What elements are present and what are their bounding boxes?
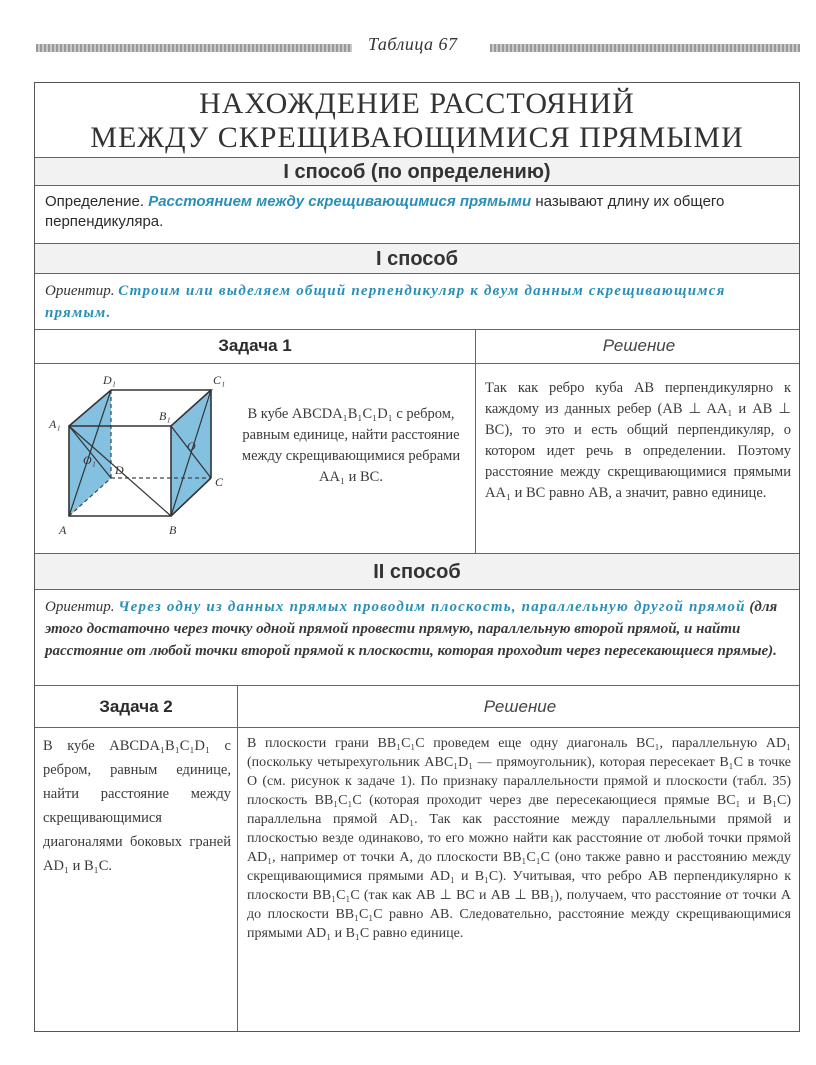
label-o: O	[187, 439, 196, 453]
label-d: D	[115, 463, 124, 477]
method2-orient-teal: Через одну из данных прямых проводим плоскость, параллельную другой прямой	[118, 599, 746, 615]
divider-task2	[237, 686, 238, 1031]
label-a1: A₁	[49, 417, 61, 431]
header-rule-left	[36, 44, 352, 52]
definition-rest: называют длину их общего перпендикуляра.	[45, 193, 725, 230]
method1-orient-text: Строим или выделяем общий перпендикуляр к двум данным скрещивающимся прямым.	[45, 283, 726, 321]
method2-heading: II способ	[35, 554, 799, 590]
task1-body-row	[35, 364, 799, 554]
title-line-2: МЕЖДУ СКРЕЩИВАЮЩИМИСЯ ПРЯМЫМИ	[90, 121, 744, 154]
table-frame	[34, 82, 800, 1032]
label-b: B	[169, 523, 177, 537]
task2-text: В кубе ABCDA₁B₁C₁D₁ с ребром, равным единице, найти расстояние между скрещивающимися диагоналями боковых граней AD₁ и B₁C.	[43, 738, 231, 874]
task1-text: В кубе ABCDA₁B₁C₁D₁ с ребром, равным единице, найти расстояние между скрещивающимися ребрами AA₁ и BC.	[241, 406, 461, 485]
method2-orientir	[35, 590, 799, 686]
cube-figure	[43, 368, 233, 548]
task1-header-row	[35, 330, 799, 364]
method1-heading: I способ	[35, 244, 799, 274]
solution2-header: Решение	[483, 697, 557, 716]
definition-term: Расстоянием между скрещивающимися прямыми	[148, 193, 532, 210]
definition-block	[35, 186, 799, 244]
task2-header-row	[35, 686, 799, 728]
divider-task1	[475, 330, 476, 554]
solution1-header: Решение	[602, 336, 676, 355]
label-c: C	[215, 475, 224, 489]
label-d1: D₁	[103, 373, 116, 387]
page-title	[35, 83, 799, 158]
label-o1: O₁	[83, 453, 96, 467]
header-rule-right	[490, 44, 800, 52]
method2-orient-label: Ориентир.	[45, 599, 115, 615]
method1-orientir	[35, 274, 799, 330]
table-label: Таблица 67	[368, 34, 458, 54]
label-b1: B₁	[159, 409, 171, 423]
section-definition-heading: I способ (по определению)	[35, 158, 799, 186]
method1-orient-label: Ориентир.	[45, 283, 115, 299]
definition-label: Определение.	[45, 193, 145, 210]
solution2-text: В плоскости грани BB₁C₁C проведем еще одну диагональ BC₁, параллельную AD₁ (поскольку четырехугольник ABC₁D₁ — прямоугольник), которая пересекает B₁C в точке O (см. рисунок к задаче 1). По признаку параллельности прямой и плоскости (табл. 35) плоскость BB₁C₁C (которая проходит через две пересекающиеся прямые BC₁ и B₁C) параллельна прямой AD₁. Так как расстояние между параллельными прямой и плоскостью везде одинаково, то его можно найти как расстояние от любой точки прямой AD₁, например от точки A, до плоскости BB₁C₁C (оно также равно и расстоянию между скрещивающимися прямыми AD₁ и B₁C). Учитывая, что ребро AB перпендикулярно к плоскости BB₁C₁C (так как AB ⊥ BC и AB ⊥ BB₁), получаем, что расстояние от точки A до плоскости BB₁C₁C равно AB. Следовательно, расстояние между скрещивающимися прямыми AD₁ и B₁C равно единице.	[247, 736, 791, 941]
task2-header: Задача 2	[99, 697, 173, 716]
task1-header: Задача 1	[218, 336, 292, 355]
method2-orient-grey: (для этого достаточно через точку одной прямой провести прямую, параллельную второй прямой, и найти расстояние от любой точки второй прямой к плоскости, которая проходит через пересекающиеся прямые).	[45, 599, 778, 659]
title-line-1: НАХОЖДЕНИЕ РАССТОЯНИЙ	[199, 87, 635, 120]
label-a: A	[59, 523, 67, 537]
label-c1: C₁	[213, 373, 226, 387]
solution1-text: Так как ребро куба AB перпендикулярно к каждому из данных ребер (AB ⊥ AA₁ и AB ⊥ BC), то это и есть общий перпендикуляр, о котором идет речь в определении. Поэтому расстояние между скрещивающимися прямыми AA₁ и BC равно AB, а значит, равно единице.	[485, 380, 791, 501]
task2-body-row	[35, 728, 799, 1030]
